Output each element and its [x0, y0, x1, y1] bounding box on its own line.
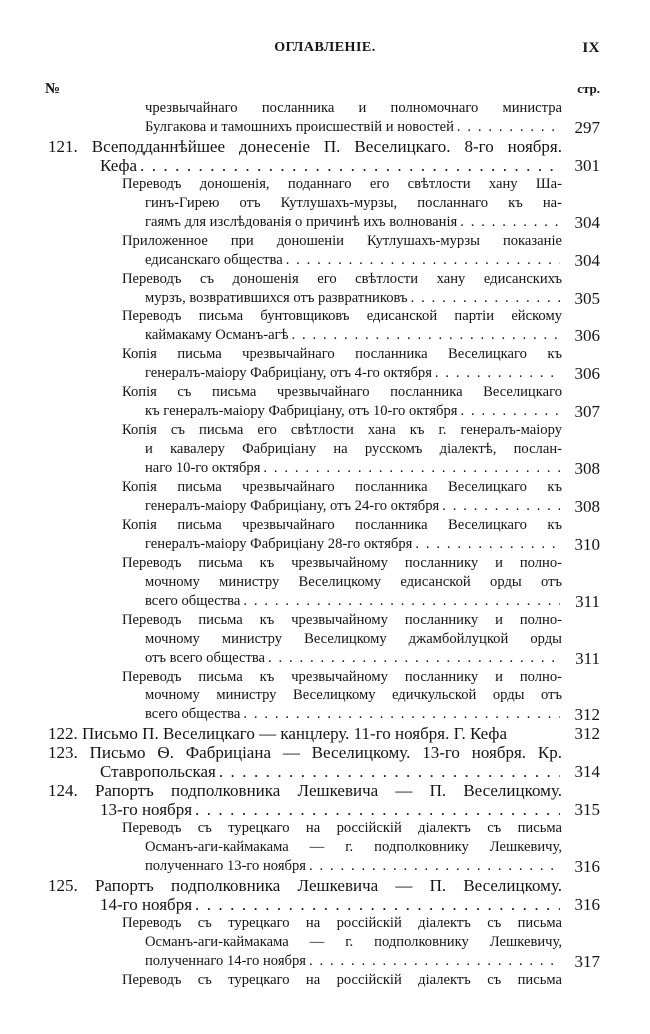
page-column-gap — [562, 819, 600, 838]
dot-leader — [195, 895, 560, 914]
toc-line — [122, 819, 600, 838]
page-number: 310 — [574, 534, 600, 554]
toc-line — [100, 800, 600, 819]
toc-line-text: Переводъ съ турецкаго на россійскій діалектъ съ письма — [122, 820, 562, 837]
page-number: 314 — [574, 762, 600, 782]
toc-line — [145, 573, 600, 592]
dot-leader — [442, 497, 560, 516]
page-column-gap — [562, 838, 600, 857]
page-column-gap — [562, 668, 600, 687]
dot-leader — [309, 952, 560, 971]
toc-line — [122, 554, 600, 573]
toc-line-text: генералъ-маіору Фабриціану 28-го октября — [145, 535, 413, 552]
page-number: 312 — [574, 705, 600, 725]
toc-line-text: Копія съ письма чрезвычайнаго посланника Веселицкаго — [122, 384, 562, 401]
toc-line-text: 13-го ноября — [100, 800, 193, 820]
toc-line-text: Копія письма чрезвычайнаго посланника Веселицкаго къ — [122, 516, 562, 533]
page-number: 315 — [574, 800, 600, 820]
page-number: 305 — [574, 288, 600, 308]
toc-line — [145, 364, 600, 383]
toc-line-text: Копія съ письма его свѣтлости хана къ г. генералъ-маіору — [122, 422, 562, 439]
page-number: 304 — [574, 212, 600, 232]
dot-leader — [268, 649, 560, 668]
page-column-gap — [562, 99, 600, 118]
toc-line-text: Переводъ съ турецкаго на россійскій діалектъ съ письма — [122, 971, 562, 988]
toc-line-text: гаямъ для изслѣдованія о причинѣ ихъ волнованія — [145, 213, 458, 230]
toc-line-text: 121. Всеподданнѣйшее донесеніе П. Веселицкаго. 8-го ноября. — [48, 136, 562, 156]
toc-line-text: генералъ-маіору Фабриціану, отъ 4-го октября — [145, 365, 432, 382]
page-column-gap — [562, 137, 600, 156]
page-number: 304 — [574, 250, 600, 270]
toc-line-text: гинъ-Гирею отъ Кутлушахъ-мурзы, посланнаго къ на- — [145, 194, 562, 211]
toc-line-text: всего общества — [145, 706, 241, 723]
toc-line — [145, 649, 600, 668]
toc-line — [100, 156, 600, 175]
toc-line — [145, 933, 600, 952]
page-number: 307 — [574, 402, 600, 422]
dot-leader — [411, 289, 560, 308]
toc-line-text: Переводъ съ доношенія его свѣтлости хану едисанскихъ — [122, 270, 562, 287]
toc-line-text: 125. Рапортъ подполковника Лешкевича — П. Веселицкому. — [48, 875, 562, 895]
page-column-gap — [562, 516, 600, 535]
toc-line-text: мочному министру Веселицкому джамбойлуцкой орды — [145, 630, 562, 647]
toc-line — [145, 592, 600, 611]
toc-line-text: Переводъ съ турецкаго на россійскій діалектъ съ письма — [122, 914, 562, 931]
toc-line-text: генералъ-маіору Фабриціану, отъ 24-го октября — [145, 497, 440, 514]
toc-line — [122, 270, 600, 289]
toc-entry-line — [48, 743, 600, 762]
toc-line — [122, 175, 600, 194]
toc-line — [122, 478, 600, 497]
toc-entry-line — [48, 137, 600, 156]
toc-line — [145, 289, 600, 308]
toc-line — [122, 421, 600, 440]
toc-line-text: къ генералъ-маіору Фабриціану, отъ 10-го октября — [145, 403, 458, 420]
toc-line-text: Переводъ доношенія, поданнаго его свѣтлости хану Ша- — [122, 175, 562, 192]
toc-line-text: мурзъ, возвратившихся отъ развратниковъ — [145, 289, 408, 306]
page-column-gap — [562, 743, 600, 762]
column-header-page: стр. — [577, 81, 600, 96]
toc-line-text: 14-го ноября — [100, 894, 193, 914]
page-column-gap — [562, 478, 600, 497]
toc-line-text: Переводъ письма къ чрезвычайному посланнику и полно- — [122, 554, 562, 571]
toc-line — [145, 705, 600, 724]
toc-line — [145, 630, 600, 649]
page-number: 316 — [574, 894, 600, 914]
page-number: 297 — [574, 117, 600, 137]
toc-line-text: Османъ-аги-каймакама — г. подполковнику Лешкевичу, — [145, 933, 562, 950]
toc-line-text: едисанскаго общества — [145, 251, 283, 268]
page-column-gap — [562, 971, 600, 990]
toc-line-text: всего общества — [145, 592, 241, 609]
dot-leader — [286, 251, 560, 270]
page-number: 308 — [574, 459, 600, 479]
toc-line — [122, 345, 600, 364]
toc-line-text: Булгакова и тамошнихъ происшествій и новостей — [145, 118, 454, 135]
dot-leader — [461, 402, 561, 421]
toc-line — [122, 914, 600, 933]
page-column-gap — [562, 345, 600, 364]
toc-line — [145, 952, 600, 971]
page-column-gap — [562, 440, 600, 459]
toc-line-text: Переводъ письма къ чрезвычайному посланнику и полно- — [122, 611, 562, 628]
page-numeral: IX — [582, 40, 600, 56]
dot-leader — [415, 535, 560, 554]
dot-leader — [219, 762, 560, 781]
toc-line — [145, 535, 600, 554]
toc-entry-line — [48, 724, 600, 743]
column-header-number: № — [45, 81, 61, 97]
page-column-gap — [562, 914, 600, 933]
toc-line — [122, 668, 600, 687]
toc-line-text: Копія письма чрезвычайнаго посланника Веселицкаго къ — [122, 479, 562, 495]
page-column-gap — [562, 876, 600, 895]
toc-line-text: наго 10-го октября — [145, 460, 261, 477]
toc-line-text: мочному министру Веселицкому едичкульской орды отъ — [145, 687, 562, 704]
dot-leader — [263, 459, 560, 478]
toc-line-text: Переводъ письма бунтовщиковъ едисанской партіи ейскому — [122, 308, 562, 325]
toc-entry-line — [48, 876, 600, 895]
toc-line — [100, 895, 600, 914]
toc-line-text: Копія письма чрезвычайнаго посланника Веселицкаго къ — [122, 346, 562, 363]
page-number: 311 — [575, 648, 600, 668]
toc-line-text: 123. Письмо Ѳ. Фабриціана — Веселицкому. 13-го ноября. Кр. — [48, 743, 562, 763]
toc-line — [145, 99, 600, 118]
toc-line-text: Ставропольская — [100, 762, 216, 782]
toc-line-text: полученнаго 13-го ноября — [145, 858, 306, 874]
toc-line-text: мочному министру Веселицкому едисанской орды отъ — [145, 573, 562, 590]
page-column-gap — [562, 194, 600, 213]
toc-line-text: Кефа — [100, 155, 138, 175]
toc-line — [145, 402, 600, 421]
toc-line-text: отъ всего общества — [145, 649, 266, 666]
toc-line-text: Приложенное при доношеніи Кутлушахъ-мурзы показаніе — [122, 232, 562, 249]
page-column-gap — [562, 270, 600, 289]
toc-line — [122, 232, 600, 251]
page-column-gap — [562, 383, 600, 402]
page-number: 317 — [574, 951, 600, 971]
toc-line — [122, 307, 600, 326]
toc-line — [122, 516, 600, 535]
dot-leader — [243, 592, 560, 611]
toc-line — [145, 497, 600, 516]
toc-line — [145, 251, 600, 270]
toc-line — [145, 194, 600, 213]
page-number: 308 — [574, 496, 600, 516]
page-column-gap — [562, 611, 600, 630]
page-column-gap — [562, 933, 600, 952]
page-column-gap — [562, 781, 600, 800]
toc-line — [122, 383, 600, 402]
toc-line — [145, 857, 600, 876]
toc-line-text: 124. Рапортъ подполковника Лешкевича — П. Веселицкому. — [48, 781, 562, 801]
dot-leader — [460, 213, 560, 232]
dot-leader — [292, 326, 560, 345]
page-column-gap — [562, 307, 600, 326]
toc-line — [145, 686, 600, 705]
page-column-gap — [562, 686, 600, 705]
page-column-gap — [562, 175, 600, 194]
running-header-title: ОГЛАВЛЕНІЕ. — [274, 40, 376, 55]
toc-line-text: Переводъ письма къ чрезвычайному посланнику и полно- — [122, 668, 562, 685]
dot-leader — [309, 857, 560, 876]
page-number: 311 — [575, 591, 600, 611]
page-number: 306 — [574, 326, 600, 346]
page-number: 312 — [574, 724, 600, 744]
toc-line-text: каймакаму Османъ-агѣ — [145, 327, 289, 344]
toc-line — [145, 838, 600, 857]
toc-line — [145, 118, 600, 137]
page-column-gap — [562, 421, 600, 440]
toc-line — [122, 611, 600, 630]
toc-line — [122, 971, 600, 990]
page-number: 316 — [574, 857, 600, 876]
page-column-gap — [562, 232, 600, 251]
page-number: 306 — [574, 364, 600, 384]
dot-leader — [243, 705, 560, 724]
toc-line — [100, 762, 600, 781]
toc-line — [145, 213, 600, 232]
toc-line — [145, 459, 600, 478]
toc-line — [145, 326, 600, 345]
toc-line-text: полученнаго 14-го ноября — [145, 952, 306, 969]
toc-line-text: чрезвычайнаго посланника и полномочнаго министра — [145, 100, 562, 116]
dot-leader — [435, 364, 560, 383]
toc-line-text: и кавалеру Фабриціану на русскомъ діалектѣ, послан- — [145, 441, 562, 458]
page-column-gap — [562, 573, 600, 592]
dot-leader — [457, 118, 560, 137]
toc-line — [145, 440, 600, 459]
toc-line-text: Османъ-аги-каймакама — г. подполковнику Лешкевичу, — [145, 839, 562, 856]
page-number: 301 — [574, 155, 600, 175]
toc-entry-line — [48, 781, 600, 800]
spacer — [507, 724, 564, 743]
page-column-gap — [562, 630, 600, 649]
dot-leader — [195, 800, 560, 819]
toc-line-text: 122. Письмо П. Веселицкаго — канцлеру. 11-го ноября. Г. Кефа — [48, 724, 507, 744]
dot-leader — [140, 156, 560, 175]
page-column-gap — [562, 554, 600, 573]
